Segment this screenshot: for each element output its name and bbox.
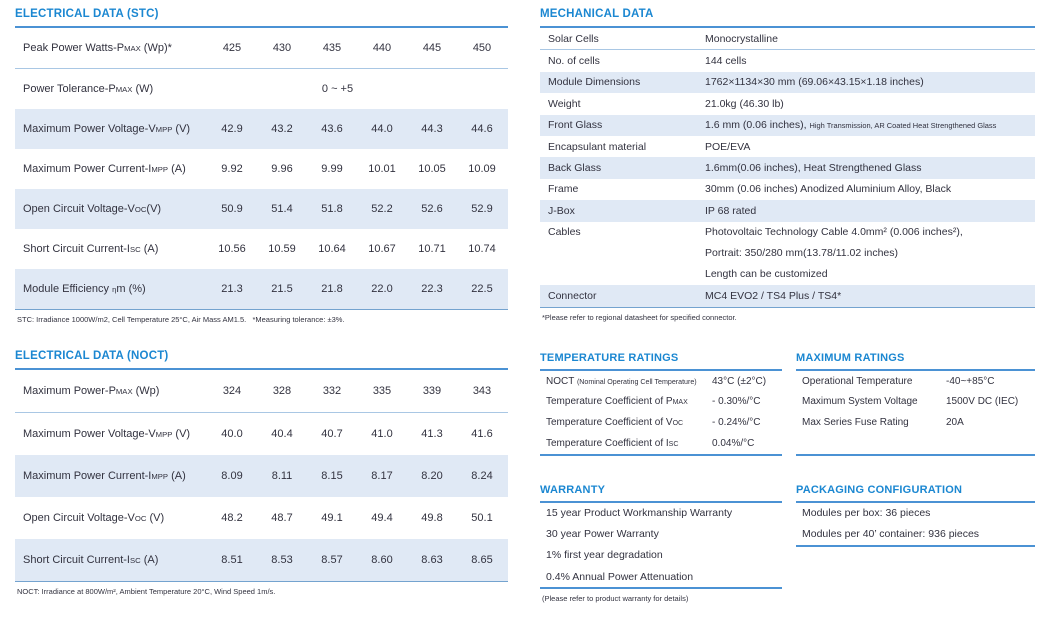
row-value: 8.51 [221, 554, 243, 566]
fine-print-text: High Transmission, AR Coated Heat Strengthened Glass [809, 121, 997, 131]
mechanical-title: MECHANICAL DATA [540, 8, 1035, 28]
electrical-noct-table [15, 370, 508, 582]
row-value: 22.3 [421, 283, 443, 295]
rating-label: Temperature Coefficient of PMAX [546, 396, 688, 408]
row-value: 22.5 [471, 283, 493, 295]
row-value: 44.3 [421, 123, 443, 135]
table-row [15, 539, 508, 581]
row-value: 50.9 [221, 203, 243, 215]
row-label: Open Circuit Voltage-VOC (V) [23, 512, 165, 524]
row-value: 1.6 mm (0.06 inches), High Transmission, AR Coated Heat Strengthened Glass [705, 119, 997, 132]
fine-print-text: (Nominal Operating Cell Temperature) [576, 377, 697, 386]
row-value: 8.60 [371, 554, 393, 566]
row-value: 332 [322, 385, 342, 397]
electrical-noct-title: ELECTRICAL DATA (NOCT) [15, 350, 508, 370]
row-value: 343 [472, 385, 492, 397]
row-label: Maximum Power-PMAX (Wp) [23, 385, 160, 397]
row-value: 10.01 [368, 163, 396, 175]
row-value: 43.2 [271, 123, 293, 135]
row-value: 21.5 [271, 283, 293, 295]
row-label: Maximum Power Current-IMPP (A) [23, 470, 186, 482]
packaging-wrap [796, 484, 1035, 603]
row-value: 43.6 [321, 123, 343, 135]
left-column [15, 8, 508, 596]
row-value: 9.92 [221, 163, 243, 175]
row-value: 450 [472, 42, 492, 54]
row-value: 40.0 [221, 428, 243, 440]
section-electrical-noct [15, 350, 508, 596]
small-caps-text: MPP [151, 165, 169, 174]
electrical-stc-title: ELECTRICAL DATA (STC) [15, 8, 508, 28]
row-value: MC4 EVO2 / TS4 Plus / TS4* [705, 290, 842, 303]
row-value: 328 [272, 385, 292, 397]
table-row [540, 200, 1035, 221]
row-value-line: Portrait: 350/280 mm(13.78/11.02 inches) [705, 246, 898, 259]
rating-row [796, 392, 1035, 413]
row-value: 40.7 [321, 428, 343, 440]
row-value: 30mm (0.06 inches) Anodized Aluminium Alloy, Black [705, 183, 952, 196]
rating-row [540, 371, 782, 392]
row-value: 10.09 [468, 163, 496, 175]
row-value: 41.3 [421, 428, 443, 440]
row-value: 8.20 [421, 470, 443, 482]
section-packaging [796, 484, 1035, 547]
rating-label: NOCT (Nominal Operating Cell Temperature) [546, 375, 697, 387]
warranty-wrap [540, 484, 782, 603]
rating-row [540, 433, 782, 454]
row-value: 1762×1134×30 mm (69.06×43.15×1.18 inches) [705, 76, 924, 89]
table-row [15, 455, 508, 497]
table-row [540, 157, 1035, 178]
table-row [540, 115, 1035, 136]
electrical-stc-table [15, 28, 508, 310]
row-value: 144 cells [705, 55, 747, 68]
table-row [15, 229, 508, 269]
ratings-row [540, 352, 1035, 456]
small-caps-text: SC [668, 441, 679, 449]
row-value: 44.6 [471, 123, 493, 135]
rating-row [796, 412, 1035, 433]
table-row [540, 28, 1035, 50]
row-value: 8.57 [321, 554, 343, 566]
row-value: 10.74 [468, 243, 496, 255]
row-value: 430 [272, 42, 292, 54]
rating-row [796, 371, 1035, 392]
table-row [540, 179, 1035, 200]
row-value [705, 222, 1035, 286]
row-value: 49.4 [371, 512, 393, 524]
small-caps-text: MAX [115, 387, 133, 396]
small-caps-text: SC [129, 556, 141, 565]
packaging-title: PACKAGING CONFIGURATION [796, 484, 1035, 503]
rating-value: 0.04%/°C [712, 438, 755, 450]
row-value-line: Photovoltaic Technology Cable 4.0mm² (0.006 inches²), [705, 225, 963, 238]
row-value: 52.9 [471, 203, 493, 215]
small-caps-text: SC [129, 245, 141, 254]
section-warranty [540, 484, 782, 589]
row-value: 52.2 [371, 203, 393, 215]
row-value: 48.2 [221, 512, 243, 524]
row-value: 50.1 [471, 512, 493, 524]
mechanical-table [540, 28, 1035, 308]
row-value: 8.15 [321, 470, 343, 482]
row-value: 335 [372, 385, 392, 397]
row-value: 41.0 [371, 428, 393, 440]
row-value: 10.59 [268, 243, 296, 255]
table-row [15, 413, 508, 455]
row-value: 8.11 [271, 470, 293, 482]
row-value: 8.09 [221, 470, 243, 482]
table-row [15, 149, 508, 189]
row-label: J-Box [548, 204, 575, 217]
row-label: No. of cells [548, 55, 600, 68]
warranty-footnote: (Please refer to product warranty for details) [542, 593, 689, 603]
row-value: 8.24 [471, 470, 493, 482]
rating-value: 20A [946, 417, 964, 429]
table-row [15, 370, 508, 413]
row-label: Frame [548, 183, 579, 196]
row-value: 9.99 [321, 163, 343, 175]
row-value: 339 [422, 385, 442, 397]
row-value: POE/EVA [705, 140, 751, 153]
maximum-ratings-title: MAXIMUM RATINGS [796, 352, 1035, 371]
table-row [540, 285, 1035, 306]
row-value: 8.63 [421, 554, 443, 566]
rating-value: - 0.30%/°C [712, 396, 761, 408]
row-value: 22.0 [371, 283, 393, 295]
table-row [15, 189, 508, 229]
row-value: 445 [422, 42, 442, 54]
row-value-line: Length can be customized [705, 268, 828, 281]
table-row [15, 497, 508, 539]
row-value: 10.71 [418, 243, 446, 255]
row-label: Power Tolerance-PMAX (W) [23, 83, 154, 95]
row-value: 41.6 [471, 428, 493, 440]
row-value: 324 [222, 385, 242, 397]
row-value: 21.0kg (46.30 lb) [705, 97, 784, 110]
rating-label: Temperature Coefficient of ISC [546, 438, 679, 450]
row-label: Short Circuit Current-ISC (A) [23, 243, 159, 255]
row-label: Maximum Power Voltage-VMPP (V) [23, 428, 191, 440]
row-value: 10.67 [368, 243, 396, 255]
small-caps-text: MPP [155, 125, 173, 134]
warranty-title: WARRANTY [540, 484, 782, 503]
list-item: 1% first year degradation [546, 549, 663, 562]
warranty-list [540, 503, 782, 588]
rating-value: 1500V DC (IEC) [946, 396, 1019, 408]
row-value: 21.8 [321, 283, 343, 295]
row-label: Module Efficiency ηm (%) [23, 283, 146, 295]
row-value: 48.7 [271, 512, 293, 524]
rating-label: Temperature Coefficient of VOC [546, 417, 684, 429]
row-value: 49.8 [421, 512, 443, 524]
row-label: Back Glass [548, 162, 602, 175]
row-label: Short Circuit Current-ISC (A) [23, 554, 159, 566]
row-value: 425 [222, 42, 242, 54]
small-caps-text: η [112, 285, 117, 294]
row-value: 9.96 [271, 163, 293, 175]
section-temperature-ratings [540, 352, 782, 456]
maximum-ratings-table [796, 371, 1035, 433]
list-item: Modules per box: 36 pieces [802, 506, 931, 519]
row-value: 42.9 [221, 123, 243, 135]
section-mechanical [540, 8, 1035, 322]
rating-value: 43°C (±2°C) [712, 375, 767, 387]
small-caps-text: OC [134, 205, 147, 214]
row-label: Front Glass [548, 119, 603, 132]
small-caps-text: MAX [672, 399, 688, 407]
right-column [540, 8, 1035, 603]
row-label: Solar Cells [548, 32, 599, 45]
row-label: Maximum Power Voltage-VMPP (V) [23, 123, 191, 135]
rating-label: Operational Temperature [802, 375, 913, 387]
rating-row [540, 392, 782, 413]
row-label: Maximum Power Current-IMPP (A) [23, 163, 186, 175]
list-item: 15 year Product Workmanship Warranty [546, 506, 733, 519]
row-value: 49.1 [321, 512, 343, 524]
row-value: 435 [322, 42, 342, 54]
list-item: 30 year Power Warranty [546, 528, 659, 541]
packaging-list [796, 503, 1035, 546]
row-value: 10.05 [418, 163, 446, 175]
row-label: Open Circuit Voltage-VOC(V) [23, 203, 162, 215]
table-row [540, 136, 1035, 157]
row-label: Encapsulant material [548, 140, 647, 153]
small-caps-text: MAX [115, 85, 133, 94]
table-row [15, 69, 508, 109]
temperature-ratings-title: TEMPERATURE RATINGS [540, 352, 782, 371]
table-row [540, 222, 1035, 286]
small-caps-text: MAX [124, 44, 141, 53]
temperature-ratings-table [540, 371, 782, 454]
table-row [15, 269, 508, 309]
rating-label: Max Series Fuse Rating [802, 417, 909, 429]
table-row [15, 109, 508, 149]
table-row [15, 28, 508, 69]
row-value: 21.3 [221, 283, 243, 295]
small-caps-text: OC [134, 514, 147, 523]
mechanical-footnote: *Please refer to regional datasheet for specified connector. [542, 312, 737, 322]
section-electrical-stc [15, 8, 508, 324]
row-value: 10.56 [218, 243, 246, 255]
rating-value: - 0.24%/°C [712, 417, 761, 429]
row-value: 8.17 [371, 470, 393, 482]
rating-label: Maximum System Voltage [802, 396, 918, 408]
warranty-packaging-row [540, 484, 1035, 603]
row-value: 51.4 [271, 203, 293, 215]
row-span-value: 0 ~ +5 [321, 83, 354, 95]
row-value: 1.6mm(0.06 inches), Heat Strengthened Glass [705, 162, 922, 175]
list-item: Modules per 40’ container: 936 pieces [802, 528, 980, 541]
small-caps-text: MPP [155, 430, 173, 439]
section-maximum-ratings [796, 352, 1035, 456]
row-value: Monocrystalline [705, 32, 778, 45]
row-value: 10.64 [318, 243, 346, 255]
electrical-noct-footnote: NOCT: Irradiance at 800W/m², Ambient Temperature 20°C, Wind Speed 1m/s. [17, 587, 276, 596]
row-label: Peak Power Watts-PMAX (Wp)* [23, 42, 172, 54]
row-value: 44.0 [371, 123, 393, 135]
row-value: 51.8 [321, 203, 343, 215]
small-caps-text: MPP [151, 472, 169, 481]
row-label: Weight [548, 97, 581, 110]
electrical-stc-footnote: STC: Irradiance 1000W/m2, Cell Temperature 25°C, Air Mass AM1.5. *Measuring tolerance: ±3%. [17, 315, 345, 324]
rating-value: -40~+85°C [946, 375, 995, 387]
list-item: 0.4% Annual Power Attenuation [546, 570, 694, 583]
rating-row [540, 412, 782, 433]
row-label: Connector [548, 290, 597, 303]
row-value: 440 [372, 42, 392, 54]
row-value: IP 68 rated [705, 204, 757, 217]
table-row [540, 72, 1035, 93]
small-caps-text: OC [672, 420, 684, 428]
row-label: Cables [548, 225, 581, 238]
row-value: 8.65 [471, 554, 493, 566]
row-label: Module Dimensions [548, 76, 641, 89]
table-row [540, 50, 1035, 71]
table-row [540, 93, 1035, 114]
row-value: 40.4 [271, 428, 293, 440]
row-value: 52.6 [421, 203, 443, 215]
row-value: 8.53 [271, 554, 293, 566]
